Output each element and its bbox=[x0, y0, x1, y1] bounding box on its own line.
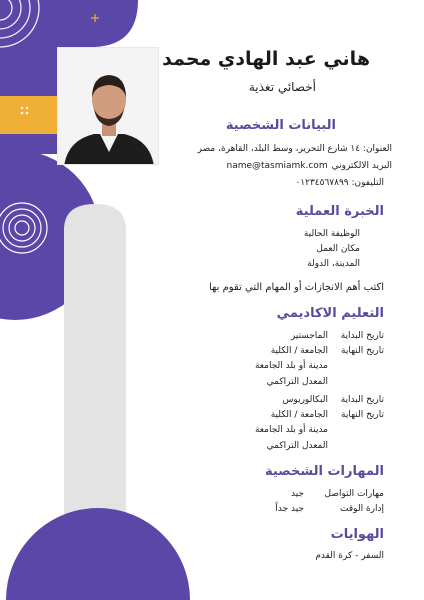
profile-photo bbox=[57, 47, 159, 165]
education-1-university: الجامعة / الكلية bbox=[270, 346, 328, 356]
skill-1-name: مهارات التواصل bbox=[324, 489, 384, 499]
bottom-purple-circle bbox=[6, 508, 190, 600]
job-title: أخصائي تغذية bbox=[248, 80, 316, 94]
education-2-location: مدينة أو بلد الجامعة bbox=[254, 425, 328, 435]
email-label: البريد الالكتروني bbox=[331, 161, 392, 171]
experience-line-1: الوظيفة الحالية bbox=[303, 229, 360, 239]
education-1-location: مدينة أو بلد الجامعة bbox=[254, 361, 328, 371]
skill-2-level: جيد جداً bbox=[275, 504, 304, 514]
skill-2-name: إدارة الوقت bbox=[340, 504, 384, 514]
section-title-education: التعليم الاكاديمي bbox=[276, 306, 384, 321]
email-value[interactable]: name@tasmiamk.com bbox=[226, 161, 328, 171]
phone-line: التليفون: ٠١٢٣٤٥٦٧٨٩٩ bbox=[295, 178, 384, 188]
experience-summary: اكتب أهم الانجازات أو المهام التي تقوم بها bbox=[209, 282, 384, 293]
education-2-end: تاريخ النهاية bbox=[341, 410, 384, 420]
education-1-degree: الماجستير bbox=[290, 331, 328, 341]
email-line bbox=[226, 161, 392, 171]
orange-band bbox=[0, 96, 58, 134]
education-1-start: تاريخ البداية bbox=[340, 331, 384, 341]
section-title-personal: البيانات الشخصية bbox=[225, 118, 336, 133]
skill-1-level: جيد bbox=[290, 489, 304, 499]
experience-line-3: المدينة، الدولة bbox=[307, 259, 360, 269]
section-title-hobbies: الهوايات bbox=[330, 527, 384, 542]
education-2-start: تاريخ البداية bbox=[340, 395, 384, 405]
address-line: العنوان: ١٤ شارع التحرير، وسط البلد، القاهرة، مصر bbox=[197, 144, 392, 154]
experience-line-2: مكان العمل bbox=[316, 244, 360, 254]
section-title-experience: الخبرة العملية bbox=[295, 204, 384, 219]
education-1-gpa: المعدل التراكمي bbox=[266, 377, 328, 387]
education-2-degree: البكالوريوس bbox=[282, 395, 328, 405]
education-2-gpa: المعدل التراكمي bbox=[266, 441, 328, 451]
section-title-skills: المهارات الشخصية bbox=[265, 464, 384, 479]
education-2-university: الجامعة / الكلية bbox=[270, 410, 328, 420]
dots-icon bbox=[6, 105, 19, 118]
education-1-end: تاريخ النهاية bbox=[341, 346, 384, 356]
hobbies-text: السفر - كرة القدم bbox=[315, 551, 384, 561]
person-name: هاني عبد الهادي محمد bbox=[162, 48, 370, 70]
